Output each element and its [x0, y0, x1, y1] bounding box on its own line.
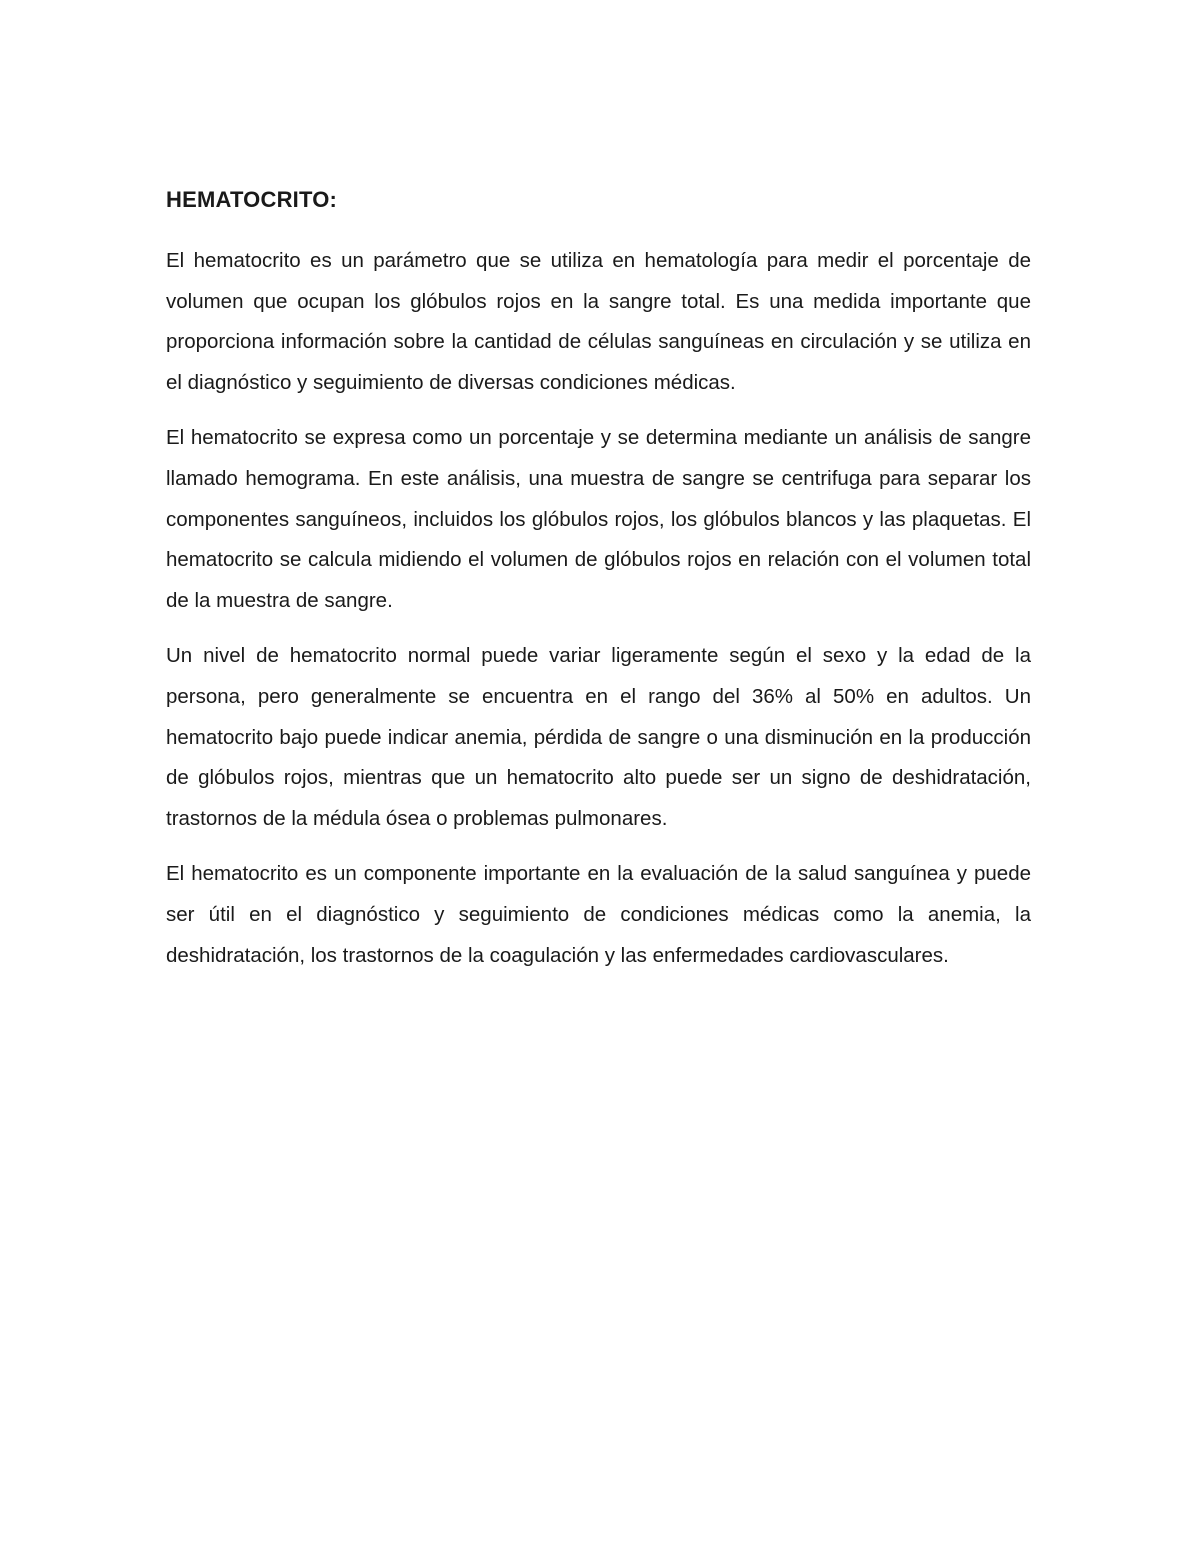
paragraph-definition: El hematocrito es un parámetro que se utiliza en hematología para medir el porcentaje de volumen que ocupan los glóbulos rojos en la sangre total. Es una medida importante que proporciona información sobre la cantidad de células sanguíneas en circulación y se utiliza en el diagnóstico y seguimiento de diversas condiciones médicas. [166, 249, 1031, 394]
paragraph-normal-range: Un nivel de hematocrito normal puede variar ligeramente según el sexo y la edad de la persona, pero generalmente se encuentra en el rango del 36% al 50% en adultos. Un hematocrito bajo puede indicar anemia, pérdida de sangre o una disminución en la producción de glóbulos rojos, mientras que un hematocrito alto puede ser un signo de deshidratación, trastornos de la médula ósea o problemas pulmonares. [166, 644, 1031, 830]
paragraph-importance: El hematocrito es un componente importante en la evaluación de la salud sanguínea y puede ser útil en el diagnóstico y seguimiento de condiciones médicas como la anemia, la deshidratación, los trastornos de la coagulación y las enfermedades cardiovasculares. [166, 862, 1031, 967]
document-body [166, 183, 1031, 991]
paragraph-measurement: El hematocrito se expresa como un porcentaje y se determina mediante un análisis de sangre llamado hemograma. En este análisis, una muestra de sangre se centrifuga para separar los componentes sanguíneos, incluidos los glóbulos rojos, los glóbulos blancos y las plaquetas. El hematocrito se calcula midiendo el volumen de glóbulos rojos en relación con el volumen total de la muestra de sangre. [166, 426, 1031, 612]
document-title: HEMATOCRITO: [166, 187, 338, 212]
